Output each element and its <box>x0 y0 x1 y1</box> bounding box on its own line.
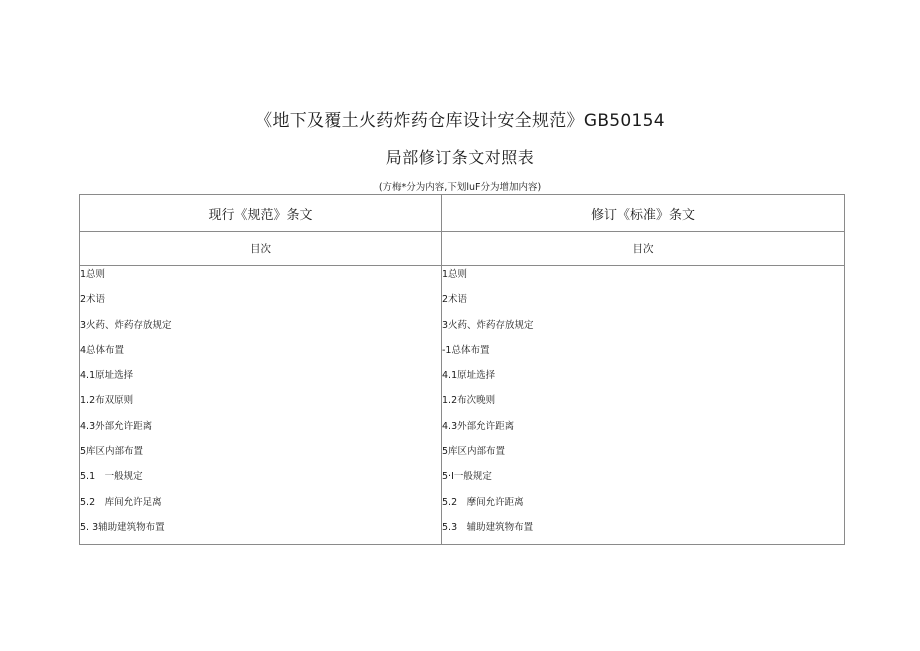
document-title: 《地下及覆土火药炸药仓库设计安全规范》GB50154 <box>255 111 665 131</box>
list-item: 1总则 <box>442 269 468 280</box>
list-item: 2术语 <box>442 294 468 306</box>
list-item: 3火药、炸药存放规定 <box>80 319 172 331</box>
list-item: 5库区内部布置 <box>442 446 506 458</box>
list-item: 5.2 摩间允许距离 <box>442 496 524 508</box>
header-row <box>80 195 845 232</box>
list-item: 4.1原址选择 <box>80 370 134 382</box>
list-item: 5·I一般规定 <box>442 471 492 483</box>
list-item: 1.2布次晚则 <box>442 395 496 407</box>
legend-note: (方梅*分为内容,下划luF分为增加内容) <box>378 182 542 193</box>
list-item: 4.3外部允许距离 <box>80 420 153 432</box>
list-item: 4总体布置 <box>80 344 125 356</box>
document-subtitle: 局部修订条文对照表 <box>385 148 535 167</box>
list-item: 3火药、炸药存放规定 <box>442 319 534 331</box>
toc-label-right: 目次 <box>442 232 845 266</box>
list-item: -1总体布置 <box>442 344 490 356</box>
list-item: 1总则 <box>80 269 106 280</box>
toc-label-left: 目次 <box>80 232 442 266</box>
list-item: 2术语 <box>80 294 106 306</box>
revised-standard-items <box>442 266 845 545</box>
current-code-items <box>80 266 442 545</box>
header-revised-standard: 修订《标准》条文 <box>442 195 845 232</box>
list-item: 1.2布双原则 <box>80 395 134 407</box>
list-item: 5. 3辅助建筑物布置 <box>80 521 165 533</box>
list-item: 5.1 一般规定 <box>80 471 143 483</box>
comparison-table <box>79 194 845 545</box>
list-item: 5.3 辅助建筑物布置 <box>442 521 534 533</box>
list-item: 5.2 库间允许足离 <box>80 496 162 508</box>
toc-row <box>80 232 845 266</box>
list-item: 4.1原址选择 <box>442 370 496 382</box>
list-item: 4.3外部允许距离 <box>442 420 515 432</box>
header-current-code: 现行《规范》条文 <box>80 195 442 232</box>
list-item: 5库区内部布置 <box>80 446 144 458</box>
items-row <box>80 266 845 545</box>
